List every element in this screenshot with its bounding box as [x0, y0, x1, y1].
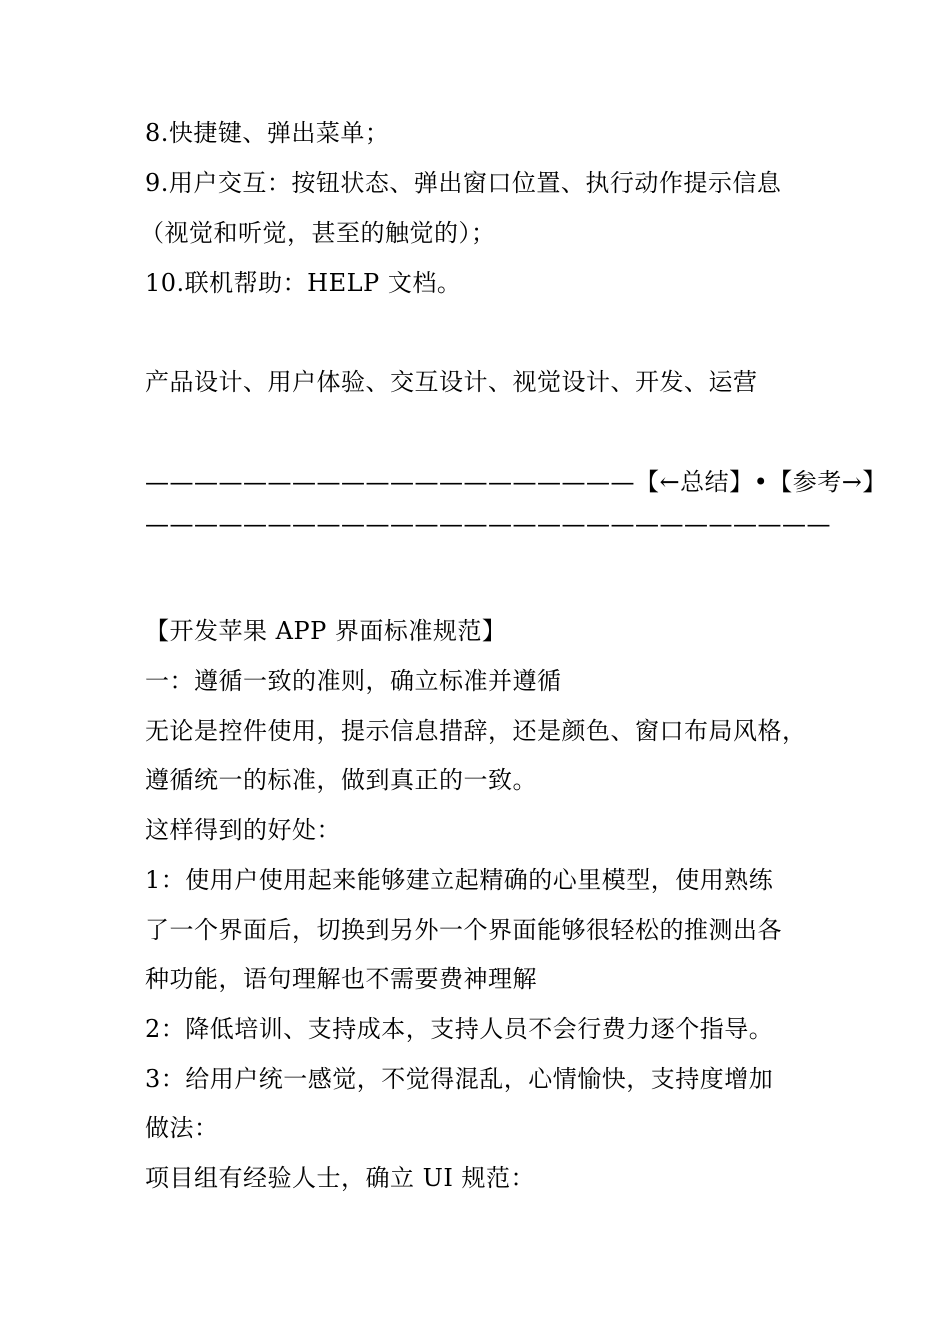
benefit-1-line-1: 1：使用户使用起来能够建立起精确的心里模型，使用熟练	[145, 866, 774, 894]
divider-rule-left: ————————————————————	[145, 468, 635, 496]
divider-rule-bottom: ————————————————————————————	[145, 510, 831, 538]
benefit-2: 2：降低培训、支持成本，支持人员不会行费力逐个指导。	[145, 1015, 774, 1043]
benefit-1-line-3: 种功能，语句理解也不需要费神理解	[145, 965, 537, 993]
list-item-10: 10.联机帮助：HELP 文档。	[145, 269, 462, 297]
prev-link-summary[interactable]: 【←总结】	[635, 468, 754, 496]
divider-nav	[145, 466, 887, 498]
benefit-1-line-2: 了一个界面后，切换到另外一个界面能够很轻松的推测出各	[145, 916, 782, 944]
method-text: 项目组有经验人士，确立 UI 规范：	[145, 1164, 535, 1192]
benefits-label: 这样得到的好处：	[145, 816, 341, 844]
roles-line: 产品设计、用户体验、交互设计、视觉设计、开发、运营	[145, 368, 758, 396]
list-item-9-line-1: 9.用户交互：按钮状态、弹出窗口位置、执行动作提示信息	[145, 169, 782, 197]
section-heading: 一：遵循一致的准则，确立标准并遵循	[145, 667, 562, 695]
nav-separator: •	[753, 468, 769, 496]
list-item-8: 8.快捷键、弹出菜单；	[145, 119, 390, 147]
benefit-3: 3：给用户统一感觉，不觉得混乱，心情愉快，支持度增加	[145, 1065, 774, 1093]
next-link-reference[interactable]: 【参考→】	[768, 468, 887, 496]
method-label: 做法：	[145, 1114, 219, 1142]
list-item-9-line-2: （视觉和听觉，甚至的触觉的）；	[140, 219, 496, 247]
paragraph-1-line-1: 无论是控件使用，提示信息措辞，还是颜色、窗口布局风格，	[145, 717, 807, 745]
section-title: 【开发苹果 APP 界面标准规范】	[145, 617, 507, 645]
paragraph-1-line-2: 遵循统一的标准，做到真正的一致。	[145, 766, 537, 794]
